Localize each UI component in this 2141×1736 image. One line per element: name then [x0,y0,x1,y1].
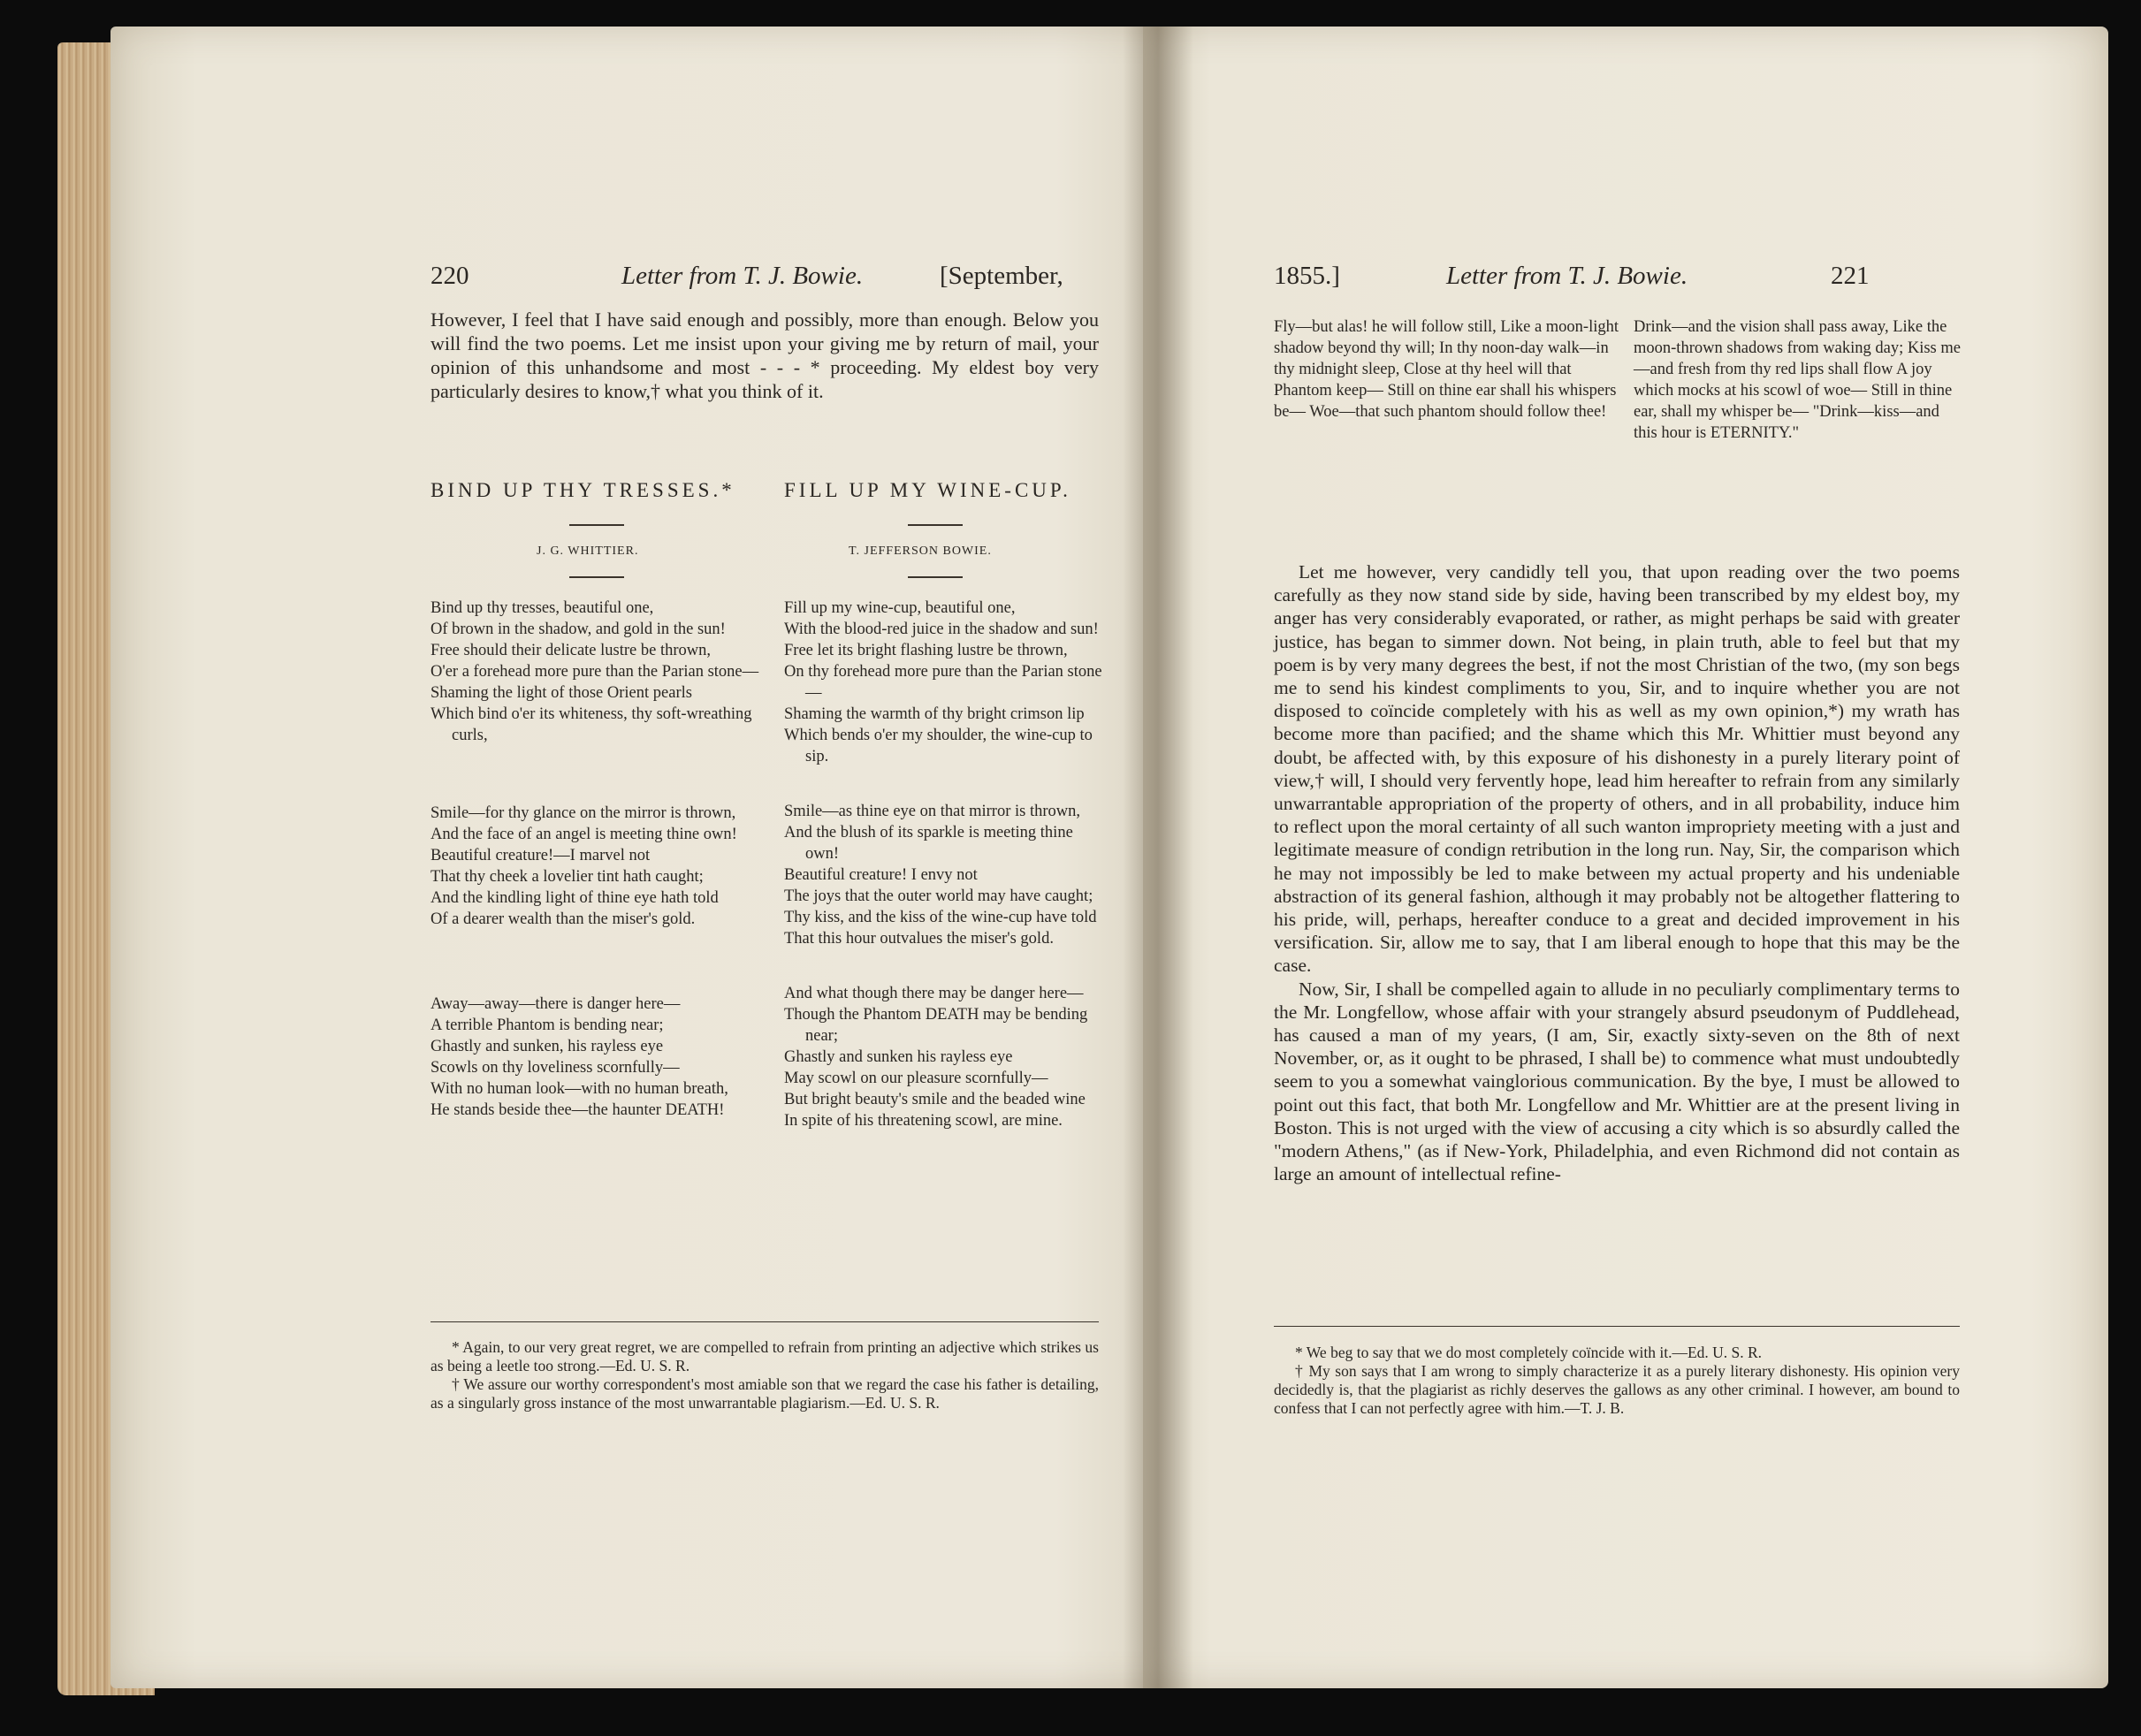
stanza [784,801,1102,949]
footnote: † My son says that I am wrong to simply characterize it as a purely literary dishonesty. His opinion very decidedly is, that the plagiarist as richly deserves the gallows as any other criminal. I however, am bound to confess that I can not perfectly agree with him.—T. J. B. [1274,1362,1960,1417]
poem-left-author: J. G. WHITTIER. [537,544,639,558]
intro-paragraph: However, I feel that I have said enough and possibly, more than enough. Below you will find the two poems. Let me insist upon your giving me by return of mail, your opinion of this unhandsome and most - - - * proceeding. My eldest boy very particularly desires to know,† what you think of it. [430,308,1099,402]
verse-line: Of brown in the shadow, and gold in the sun! [430,621,726,638]
verse-line: Still on thine ear shall his whispers be— [1274,382,1617,421]
verse-line: Smile—as thine eye on that mirror is thrown, [784,803,1080,820]
verse-line: Shaming the light of those Orient pearls [430,684,692,702]
verse-line: Though the Phantom DEATH may be bending near; [784,1006,1088,1045]
left-page [110,27,1185,1688]
right-page [1143,27,2108,1688]
right-running-date: 1855.] [1274,262,1340,290]
right-running-title: Letter from T. J. Bowie. [1446,262,1688,290]
verse-line: Ghastly and sunken, his rayless eye [430,1038,664,1055]
verse-line: With the blood-red juice in the shadow and sun! [784,621,1099,638]
divider [569,576,624,578]
stanza [784,598,1102,767]
footnote: * We beg to say that we do most completely coïncide with it.—Ed. U. S. R. [1295,1344,1763,1361]
stanza [430,598,775,746]
verse-line: But bright beauty's smile and the beaded wine [784,1091,1086,1108]
poem-right-body [784,598,1102,1165]
poem-left-body [430,598,775,1154]
poem-right-continued [1634,316,1962,444]
verse-line: Free let its bright flashing lustre be thrown, [784,642,1068,659]
verse-line: Kiss me—and fresh from thy red lips shall flow [1634,339,1961,378]
verse-line: Thy kiss, and the kiss of the wine-cup have told [784,909,1097,926]
verse-line: Still in thine ear, shall my whisper be— [1634,382,1953,421]
poem-right-author: T. JEFFERSON BOWIE. [849,544,992,558]
verse-line: In spite of his threatening scowl, are mine. [784,1112,1063,1130]
verse-line: And the kindling light of thine eye hath told [430,889,719,907]
verse-line: Close at thy heel will that Phantom keep— [1274,361,1572,400]
verse-line: Like a moon-light shadow beyond thy will; [1274,318,1619,357]
verse-line: Free should their delicate lustre be thrown, [430,642,711,659]
verse-line: A joy which mocks at his scowl of woe— [1634,361,1932,400]
left-footnotes [430,1338,1099,1412]
verse-line: And the blush of its sparkle is meeting thine own! [784,824,1073,863]
verse-line: Which bind o'er its whiteness, thy soft-wreathing curls, [430,705,752,744]
book-gutter [1123,27,1193,1688]
verse-line: May scowl on our pleasure scornfully— [784,1070,1048,1087]
poem-left-title: BIND UP THY TRESSES.* [430,479,735,501]
footnote: † We assure our worthy correspondent's most amiable son that we regard the case his father is detailing, as a singularly gross instance of the most unwarrantable plagiarism.—Ed. U. S. R. [430,1375,1099,1412]
verse-line: Beautiful creature!—I marvel not [430,847,651,864]
left-running-date: [September, [940,262,1063,290]
verse-line: Smile—for thy glance on the mirror is thrown, [430,804,736,822]
poem-right-title: FILL UP MY WINE-CUP. [784,479,1071,501]
paragraph: Now, Sir, I shall be compelled again to allude in no peculiarly complimentary terms to the Mr. Longfellow, whose affair with your strangely absurd pseudonym of Puddlehead, has caused a man of my years, (I am, Sir, exactly sixty-seven on the 8th of next November, or, as it ought to be phrased, I shall be) to commence what must undoubtedly seem to you a somewhat vainglorious communication. By the bye, I must be allowed to point out this fact, that both Mr. Longfellow and Mr. Whittier are at the present living in Boston. This is not urged with the view of accusing a city which is so absurdly called the "modern Athens," (as if New-York, Philadelphia, and even Richmond did not contain as large an amount of intellectual refine- [1274,978,1960,1185]
verse-line: Fill up my wine-cup, beautiful one, [784,599,1016,617]
verse-line: O'er a forehead more pure than the Parian stone— [430,663,759,681]
stanza [784,983,1102,1131]
verse-line: On thy forehead more pure than the Parian stone— [784,663,1102,702]
verse-line: Fly—but alas! he will follow still, [1274,318,1497,336]
divider [908,576,963,578]
footnote-rule [1274,1326,1960,1327]
right-body-text [1274,560,1960,1185]
verse-line: Scowls on thy loveliness scornfully— [430,1059,680,1077]
right-footnotes [1274,1344,1960,1418]
paragraph: Let me however, very candidly tell you, that upon reading over the two poems carefully as they now stand side by side, having been transcribed by my eldest boy, my anger has very considerably evaporated, or rather, as might perhaps be said with greater justice, has began to simmer down. Not being, in plain truth, able to feel but that my poem is by very many degrees the best, if not the most Christian of the two, (my son begs me to send his kindest compliments to you, Sir, and to inquire whether you are not disposed to coïncide completely with his as well as my own opinion,*) my wrath has become more than pacified; and the shame which this Mr. Whittier must beyond any doubt, be affected with, by this exposure of his dishonesty in a purely literary point of view,† will, I should very fervently hope, lead him hereafter to refrain from any similarly unwarrantable appropriation of the property of others, and in all probability, induce him to reflect upon the moral certainty of all such wanton impropriety meeting with a just and legitimate measure of condign retribution in the long run. Nay, Sir, the comparison which he may not impossibly be led to make between my actual property and his undeniable abstraction of its general fashion, although it may probably not be altogether flattering to his pride, will, perhaps, hereafter conduce to a great and decided improvement in his versification. Sir, allow me to say, that I am liberal enough to hope that this may be the case. [1274,561,1960,977]
verse-line: Woe—that such phantom should follow thee! [1309,403,1607,421]
verse-line: Which bends o'er my shoulder, the wine-cup to sip. [784,727,1093,765]
verse-line: With no human look—with no human breath, [430,1080,728,1098]
poem-left-continued [1274,316,1620,423]
verse-line: Shaming the warmth of thy bright crimson lip [784,705,1085,723]
verse-line: He stands beside thee—the haunter DEATH! [430,1101,725,1119]
right-page-number: 221 [1831,262,1870,290]
footnote: * Again, to our very great regret, we are compelled to refrain from printing an adjective which strikes us as being a leetle too strong.—Ed. U. S. R. [430,1338,1099,1374]
verse-line: That this hour outvalues the miser's gold. [784,930,1054,948]
verse-line: The joys that the outer world may have caught; [784,887,1093,905]
stanza [430,994,775,1121]
footnote-rule [430,1321,1099,1322]
verse-line: And what though there may be danger here— [784,985,1084,1002]
verse-line: In thy noon-day walk—in thy midnight sleep, [1274,339,1609,378]
verse-line: And the face of an angel is meeting thine own! [430,826,737,843]
verse-line: Ghastly and sunken his rayless eye [784,1048,1013,1066]
open-book [57,27,2108,1697]
verse-line: A terrible Phantom is bending near; [430,1016,664,1034]
verse-line: Away—away—there is danger here— [430,995,681,1013]
divider [908,524,963,526]
divider [569,524,624,526]
verse-line: Drink—and the vision shall pass away, [1634,318,1889,336]
verse-line: Of a dearer wealth than the miser's gold. [430,910,696,928]
verse-line: "Drink—kiss—and this hour is ETERNITY." [1634,403,1939,442]
verse-line: Beautiful creature! I envy not [784,866,978,884]
verse-line: Like the moon-thrown shadows from waking day; [1634,318,1947,357]
left-running-title: Letter from T. J. Bowie. [621,262,864,290]
verse-line: Bind up thy tresses, beautiful one, [430,599,654,617]
stanza [430,803,775,930]
verse-line: That thy cheek a lovelier tint hath caught; [430,868,704,886]
left-page-number: 220 [430,262,469,290]
